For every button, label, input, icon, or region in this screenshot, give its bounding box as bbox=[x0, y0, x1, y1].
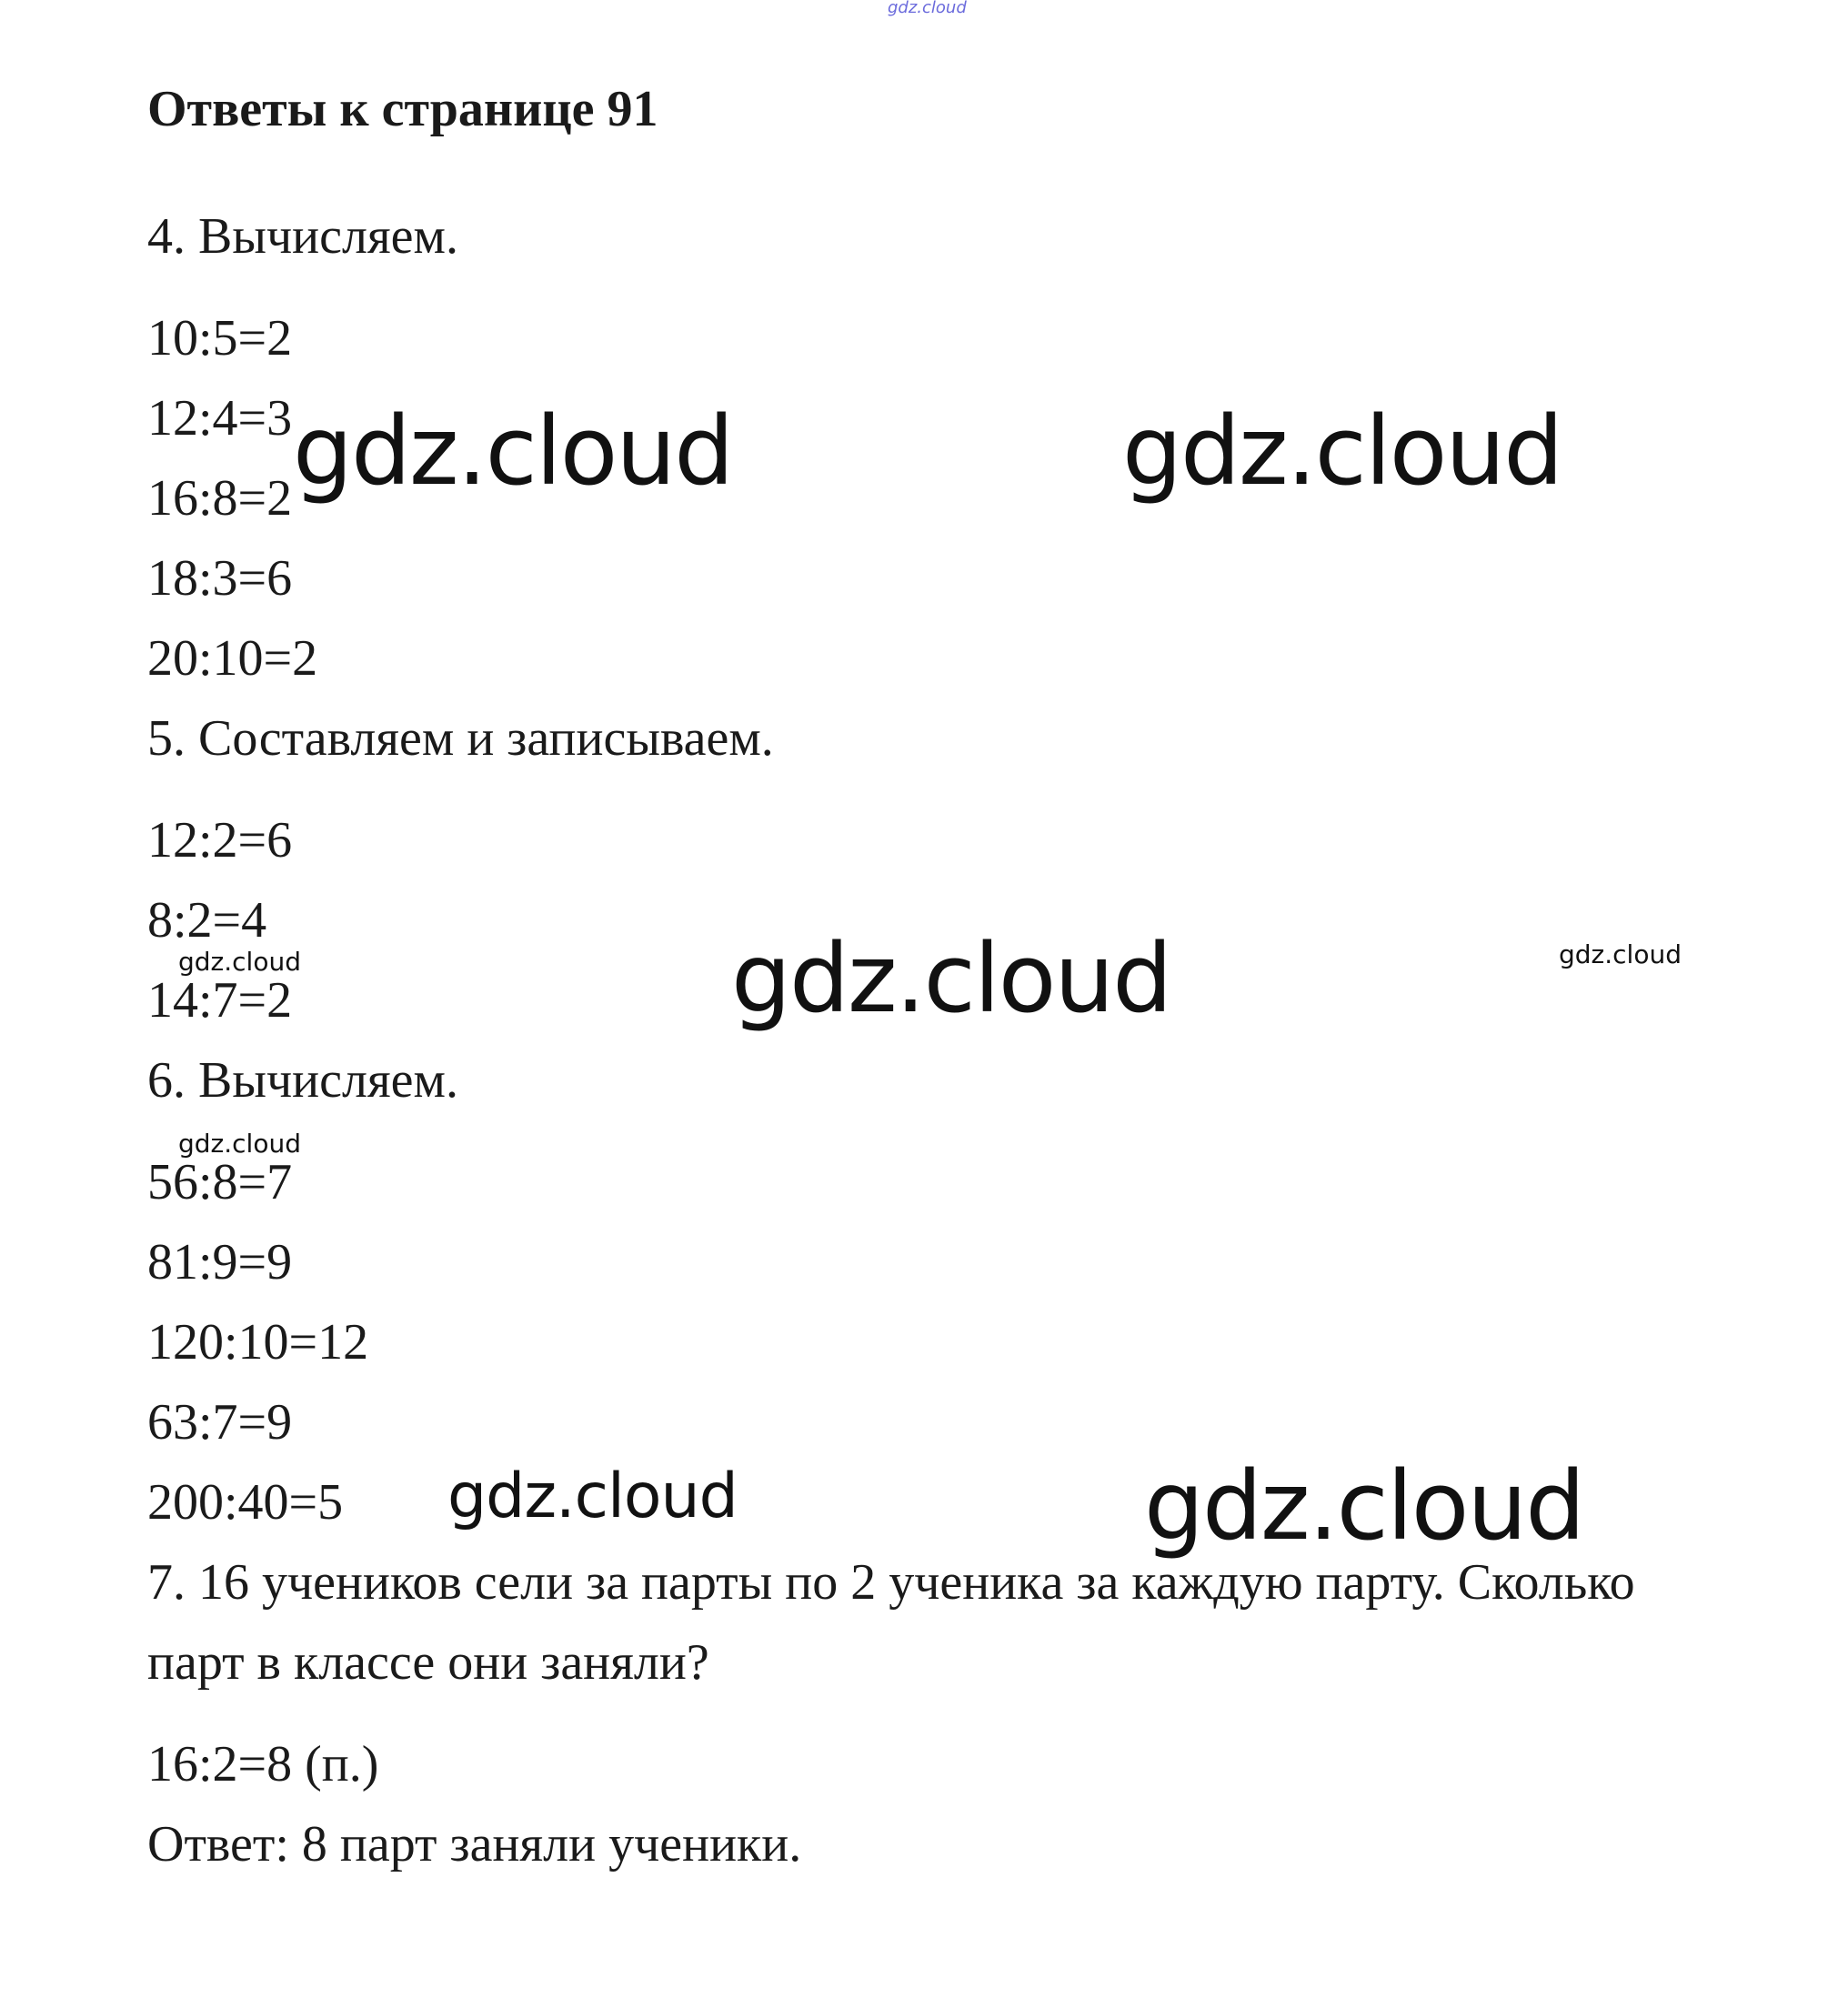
section-4-heading: 4. Вычисляем. bbox=[147, 208, 458, 265]
problem-7-answer: Ответ: 8 парт заняли ученики. bbox=[147, 1816, 802, 1872]
equation-line: 120:10=12 bbox=[147, 1314, 369, 1370]
watermark: gdz.cloud bbox=[293, 396, 733, 507]
watermark: gdz.cloud bbox=[1559, 939, 1682, 969]
problem-7-text-line-2: парт в классе они заняли? bbox=[147, 1634, 709, 1691]
top-watermark: gdz.cloud bbox=[888, 0, 967, 17]
equation-line: 16:8=2 bbox=[147, 470, 293, 527]
equation-line: 14:7=2 bbox=[147, 972, 293, 1029]
equation-line: 12:2=6 bbox=[147, 812, 293, 868]
equation-line: 63:7=9 bbox=[147, 1394, 293, 1451]
watermark: gdz.cloud bbox=[178, 1129, 301, 1159]
equation-line: 8:2=4 bbox=[147, 892, 267, 949]
equation-line: 56:8=7 bbox=[147, 1154, 293, 1210]
watermark: gdz.cloud bbox=[447, 1461, 738, 1532]
section-5-heading: 5. Составляем и записываем. bbox=[147, 710, 774, 767]
problem-7-text-line-1: 7. 16 учеников сели за парты по 2 ученика за каждую парту. Сколько bbox=[147, 1554, 1635, 1611]
watermark: gdz.cloud bbox=[731, 923, 1171, 1034]
watermark: gdz.cloud bbox=[1122, 396, 1562, 507]
equation-line: 18:3=6 bbox=[147, 550, 293, 607]
equation-line: 81:9=9 bbox=[147, 1234, 293, 1290]
watermark: gdz.cloud bbox=[178, 947, 301, 977]
section-6-heading: 6. Вычисляем. bbox=[147, 1052, 458, 1109]
equation-line: 10:5=2 bbox=[147, 310, 293, 366]
equation-line: 200:40=5 bbox=[147, 1474, 344, 1531]
watermark: gdz.cloud bbox=[1144, 1451, 1584, 1561]
equation-line: 20:10=2 bbox=[147, 630, 318, 687]
equation-line: 12:4=3 bbox=[147, 390, 293, 447]
problem-7-solution: 16:2=8 (п.) bbox=[147, 1736, 379, 1792]
page-title: Ответы к странице 91 bbox=[147, 81, 658, 137]
